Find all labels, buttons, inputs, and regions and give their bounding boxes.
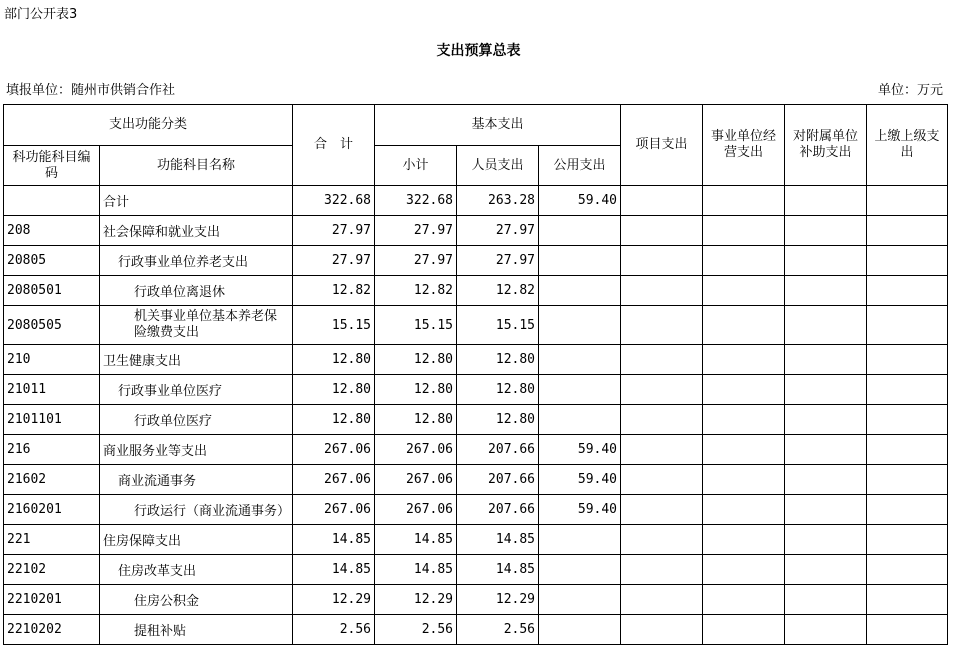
cell-total: 267.06 [293,495,375,525]
cell-name: 住房公积金 [100,585,293,615]
cell-total: 12.80 [293,375,375,405]
cell-code: 210 [4,345,100,375]
cell-public: 59.40 [539,435,621,465]
cell-personnel: 14.85 [457,525,539,555]
cell-upper [867,555,948,585]
cell-personnel: 207.66 [457,435,539,465]
cell-code: 208 [4,216,100,246]
cell-total: 2.56 [293,615,375,645]
cell-subsidy [785,246,867,276]
cell-upper [867,216,948,246]
cell-personnel: 2.56 [457,615,539,645]
cell-total: 322.68 [293,186,375,216]
cell-business [703,495,785,525]
cell-project [621,465,703,495]
cell-code: 2080501 [4,276,100,306]
cell-code: 2210201 [4,585,100,615]
cell-subsidy [785,555,867,585]
cell-business [703,405,785,435]
cell-public [539,405,621,435]
cell-project [621,435,703,465]
table-row [4,246,948,276]
cell-code: 2080505 [4,306,100,345]
cell-name: 住房改革支出 [100,555,293,585]
cell-subtotal: 267.06 [375,465,457,495]
table-row [4,276,948,306]
cell-name: 行政事业单位医疗 [100,375,293,405]
cell-subtotal: 12.80 [375,405,457,435]
cell-personnel: 12.29 [457,585,539,615]
cell-public: 59.40 [539,465,621,495]
cell-upper [867,615,948,645]
header-subtotal: 小计 [375,146,457,186]
cell-code: 2101101 [4,405,100,435]
cell-business [703,615,785,645]
cell-project [621,216,703,246]
cell-total: 12.82 [293,276,375,306]
cell-subsidy [785,525,867,555]
cell-project [621,375,703,405]
cell-public [539,216,621,246]
cell-personnel: 12.80 [457,345,539,375]
cell-name: 行政运行（商业流通事务） [100,495,293,525]
cell-name: 提租补贴 [100,615,293,645]
cell-business [703,555,785,585]
cell-personnel: 27.97 [457,246,539,276]
cell-total: 14.85 [293,555,375,585]
cell-upper [867,465,948,495]
table-row [4,585,948,615]
header-project: 项目支出 [621,105,703,186]
cell-upper [867,525,948,555]
cell-total: 267.06 [293,435,375,465]
cell-business [703,186,785,216]
cell-project [621,555,703,585]
cell-public [539,525,621,555]
table-row [4,465,948,495]
cell-upper [867,405,948,435]
cell-name: 商业流通事务 [100,465,293,495]
table-row [4,495,948,525]
page-title: 支出预算总表 [436,43,521,59]
header-personnel: 人员支出 [457,146,539,186]
cell-name: 行政单位医疗 [100,405,293,435]
cell-upper [867,495,948,525]
cell-project [621,495,703,525]
cell-project [621,246,703,276]
cell-public [539,276,621,306]
table-row [4,306,948,345]
cell-public [539,375,621,405]
table-row [4,435,948,465]
cell-upper [867,345,948,375]
cell-subsidy [785,375,867,405]
cell-project [621,525,703,555]
cell-code: 20805 [4,246,100,276]
cell-subtotal: 14.85 [375,525,457,555]
reporting-unit: 填报单位：随州市供销合作社 [6,83,176,98]
header-name: 功能科目名称 [100,146,293,186]
header-total: 合 计 [293,105,375,186]
currency-unit: 单位：万元 [877,83,943,98]
cell-personnel: 12.82 [457,276,539,306]
table-row [4,186,948,216]
cell-public [539,615,621,645]
cell-personnel: 27.97 [457,216,539,246]
cell-name: 机关事业单位基本养老保险缴费支出 [100,306,293,345]
expenditure-budget-table [3,104,948,645]
cell-business [703,306,785,345]
cell-personnel: 207.66 [457,465,539,495]
cell-code: 216 [4,435,100,465]
cell-subsidy [785,306,867,345]
cell-code: 221 [4,525,100,555]
header-upper: 上缴上级支出 [867,105,948,186]
cell-business [703,345,785,375]
cell-project [621,186,703,216]
cell-name: 商业服务业等支出 [100,435,293,465]
cell-name: 行政单位离退休 [100,276,293,306]
table-row [4,525,948,555]
cell-project [621,585,703,615]
cell-personnel: 12.80 [457,405,539,435]
cell-code: 22102 [4,555,100,585]
cell-public [539,555,621,585]
cell-subtotal: 12.29 [375,585,457,615]
cell-project [621,615,703,645]
cell-total: 14.85 [293,525,375,555]
cell-public: 59.40 [539,186,621,216]
cell-subsidy [785,615,867,645]
cell-upper [867,375,948,405]
cell-total: 12.29 [293,585,375,615]
cell-total: 27.97 [293,246,375,276]
cell-code: 2160201 [4,495,100,525]
cell-subsidy [785,585,867,615]
cell-personnel: 14.85 [457,555,539,585]
cell-upper [867,246,948,276]
header-row-1 [4,105,948,146]
cell-project [621,276,703,306]
cell-business [703,525,785,555]
cell-name: 社会保障和就业支出 [100,216,293,246]
cell-total: 27.97 [293,216,375,246]
cell-subsidy [785,435,867,465]
cell-upper [867,435,948,465]
cell-total: 12.80 [293,405,375,435]
header-code: 科功能科目编码 [4,146,100,186]
cell-subtotal: 2.56 [375,615,457,645]
header-func-class: 支出功能分类 [4,105,293,146]
cell-subsidy [785,495,867,525]
cell-code: 21011 [4,375,100,405]
cell-total: 12.80 [293,345,375,375]
table-row [4,345,948,375]
cell-project [621,345,703,375]
cell-total: 15.15 [293,306,375,345]
cell-upper [867,276,948,306]
cell-business [703,435,785,465]
cell-subtotal: 27.97 [375,246,457,276]
cell-public [539,306,621,345]
cell-subtotal: 267.06 [375,495,457,525]
header-basic: 基本支出 [375,105,621,146]
cell-name: 卫生健康支出 [100,345,293,375]
cell-subsidy [785,216,867,246]
cell-subtotal: 15.15 [375,306,457,345]
cell-personnel: 15.15 [457,306,539,345]
header-subsidy: 对附属单位补助支出 [785,105,867,186]
cell-subsidy [785,345,867,375]
cell-business [703,246,785,276]
cell-subsidy [785,465,867,495]
cell-upper [867,585,948,615]
cell-public: 59.40 [539,495,621,525]
cell-subtotal: 12.80 [375,375,457,405]
cell-total: 267.06 [293,465,375,495]
cell-upper [867,306,948,345]
cell-subsidy [785,405,867,435]
header-business: 事业单位经营支出 [703,105,785,186]
cell-business [703,375,785,405]
cell-subtotal: 12.80 [375,345,457,375]
cell-code [4,186,100,216]
table-row [4,405,948,435]
cell-subsidy [785,186,867,216]
cell-business [703,465,785,495]
table-row [4,375,948,405]
cell-business [703,216,785,246]
table-number-label: 部门公开表3 [4,7,78,22]
table-row [4,615,948,645]
header-public: 公用支出 [539,146,621,186]
cell-business [703,585,785,615]
table-row [4,216,948,246]
cell-name: 住房保障支出 [100,525,293,555]
cell-public [539,345,621,375]
cell-subsidy [785,276,867,306]
cell-subtotal: 12.82 [375,276,457,306]
cell-public [539,246,621,276]
table-row [4,555,948,585]
cell-project [621,306,703,345]
cell-public [539,585,621,615]
cell-code: 21602 [4,465,100,495]
cell-personnel: 207.66 [457,495,539,525]
cell-name: 行政事业单位养老支出 [100,246,293,276]
cell-subtotal: 267.06 [375,435,457,465]
cell-project [621,405,703,435]
cell-upper [867,186,948,216]
cell-name: 合计 [100,186,293,216]
cell-business [703,276,785,306]
cell-code: 2210202 [4,615,100,645]
cell-subtotal: 27.97 [375,216,457,246]
cell-personnel: 263.28 [457,186,539,216]
cell-subtotal: 322.68 [375,186,457,216]
cell-personnel: 12.80 [457,375,539,405]
cell-subtotal: 14.85 [375,555,457,585]
